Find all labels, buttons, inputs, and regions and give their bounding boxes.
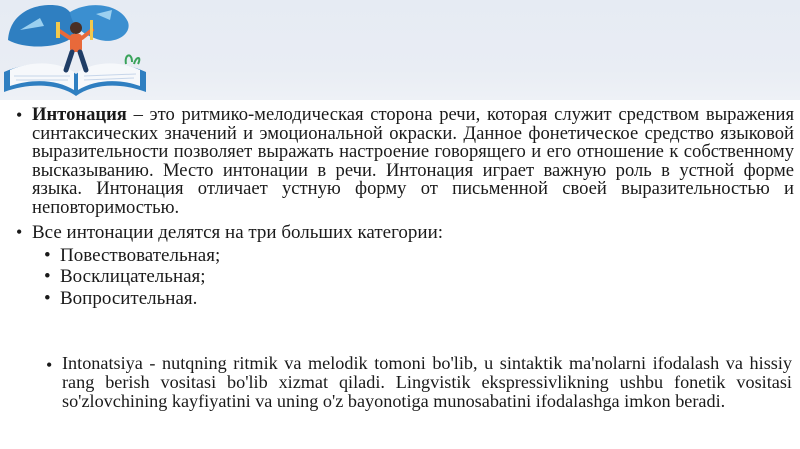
term-intonation: Интонация [32,104,127,125]
bullet-icon: • [16,221,23,242]
bullet-categories [14,223,794,243]
bullet-intonation-definition [14,106,794,218]
book-reader-illustration [0,0,150,102]
category-label: Повествовательная; [60,244,221,266]
list-item [44,266,794,288]
category-label: Вопросительная. [60,287,198,309]
list-item [44,287,794,310]
bullet-icon: • [44,244,51,266]
definition-text: – это ритмико-мелодическая сторона речи, которая служит средством выражения синтаксических значений и эмоциональной окраски. Данное фонетическое средство языковой выразительности позволяет выражать настроение говорящего и его отношение к собственному высказыванию. Место интонации в речи. Интонация играет важную роль в устной форме языка. Интонация отличает устную форму от письменной своей выразительностью и неповторимостью. [32,104,794,218]
bullet-icon: • [44,287,51,309]
bullet-icon: • [16,105,23,125]
list-item [44,244,794,267]
uzbek-paragraph: Intonatsiya - nutqning ritmik va melodik tomoni bo'lib, u sintaktik ma'nolarni ifodalash va hissiy rang berish vositasi bo'lib xizmat qiladi. Lingvistik ekspressivlikning ushbu fonetik vositasi so'zlovchining kayfiyatini va uning o'z bayonotiga munosabatini ifodalashga imkon beradi. [62,353,792,411]
category-label: Восклицательная; [60,266,206,288]
bullet-icon: • [46,355,53,375]
categories-list [14,245,794,310]
bullet-icon: • [44,266,51,288]
categories-intro: Все интонации делятся на три больших категории: [32,221,444,243]
slide-content [14,106,794,309]
definition-paragraph [32,106,794,218]
